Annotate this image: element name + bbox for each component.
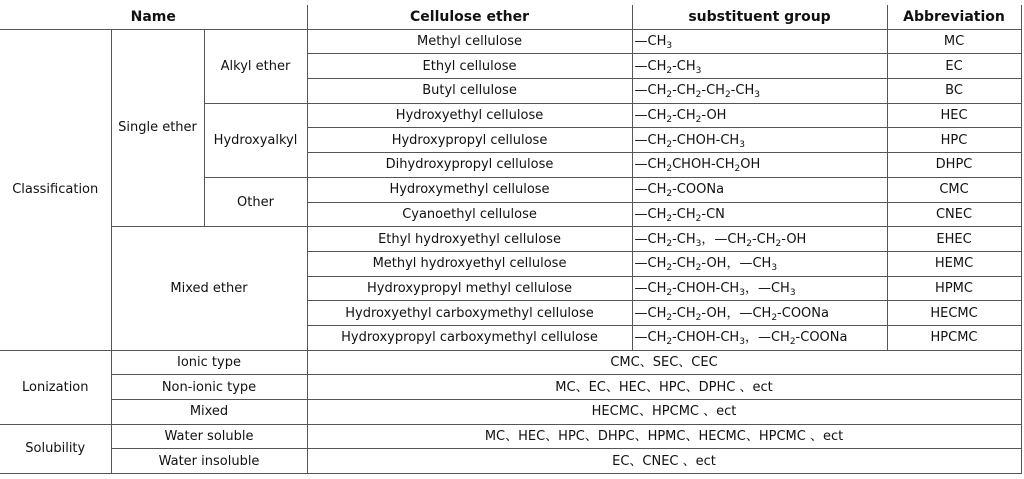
ionization-type-cell: Non-ionic type <box>111 375 307 400</box>
substituent-group-cell: $—CH_2CHOH-CH_2OH$ <box>632 153 887 178</box>
ionization-value-cell: MC、EC、HEC、HPC、DPHC 、ect <box>307 375 1021 400</box>
cellulose-ether-cell: Hydroxypropyl methyl cellulose <box>307 276 632 301</box>
ether-subgroup-label: Alkyl ether <box>204 29 307 103</box>
abbreviation-cell: CMC <box>887 177 1021 202</box>
substituent-group-cell: $—CH_2-CHOH-CH_3$，$—CH_2$-COONa <box>632 325 887 350</box>
header-cellulose-ether: Cellulose ether <box>307 5 632 29</box>
ether-subgroup-label: Other <box>204 177 307 226</box>
abbreviation-cell: HEMC <box>887 251 1021 276</box>
abbreviation-cell: HECMC <box>887 301 1021 326</box>
substituent-group-cell: $—CH_2-CH_2-CN$ <box>632 202 887 227</box>
cellulose-ether-cell: Dihydroxypropyl cellulose <box>307 153 632 178</box>
substituent-group-cell: $—CH_3$ <box>632 29 887 54</box>
abbreviation-cell: HPMC <box>887 276 1021 301</box>
abbreviation-cell: MC <box>887 29 1021 54</box>
cellulose-ether-cell: Methyl hydroxyethyl cellulose <box>307 251 632 276</box>
table-row <box>0 400 1021 425</box>
ionization-value-cell: HECMC、HPCMC 、ect <box>307 400 1021 425</box>
table-row <box>0 375 1021 400</box>
ionization-label: Lonization <box>0 350 111 424</box>
ionization-type-cell: Ionic type <box>111 350 307 375</box>
cellulose-ether-cell: Ethyl hydroxyethyl cellulose <box>307 227 632 252</box>
table-row <box>0 424 1021 449</box>
substituent-group-cell: $—CH_2-CHOH-CH_3$ <box>632 128 887 153</box>
abbreviation-cell: HPC <box>887 128 1021 153</box>
abbreviation-cell: BC <box>887 79 1021 104</box>
abbreviation-cell: EC <box>887 54 1021 79</box>
ionization-type-cell: Mixed <box>111 400 307 425</box>
cellulose-ether-cell: Hydroxymethyl cellulose <box>307 177 632 202</box>
solubility-type-cell: Water soluble <box>111 424 307 449</box>
solubility-type-cell: Water insoluble <box>111 449 307 474</box>
substituent-group-cell: $—CH_2-CHOH-CH_3$，$—CH_3$ <box>632 276 887 301</box>
classification-label: Classification <box>0 29 111 350</box>
substituent-group-cell: $—CH_2$-COONa <box>632 177 887 202</box>
table-row <box>0 227 1021 252</box>
cellulose-ether-cell: Ethyl cellulose <box>307 54 632 79</box>
single-ether-label: Single ether <box>111 29 204 227</box>
solubility-value-cell: EC、CNEC 、ect <box>307 449 1021 474</box>
ether-subgroup-label: Hydroxyalkyl <box>204 103 307 177</box>
table-body <box>0 5 1021 474</box>
cellulose-ether-cell: Hydroxypropyl carboxymethyl cellulose <box>307 325 632 350</box>
cellulose-ether-cell: Butyl cellulose <box>307 79 632 104</box>
substituent-group-cell: $—CH_2-CH_3$，$—CH_2-CH_2-OH$ <box>632 227 887 252</box>
header-name: Name <box>0 5 307 29</box>
abbreviation-cell: HPCMC <box>887 325 1021 350</box>
abbreviation-cell: EHEC <box>887 227 1021 252</box>
cellulose-ether-cell: Cyanoethyl cellulose <box>307 202 632 227</box>
header-substituent-group: substituent group <box>632 5 887 29</box>
abbreviation-cell: DHPC <box>887 153 1021 178</box>
table-row <box>0 29 1021 54</box>
cellulose-ether-table <box>0 5 1022 474</box>
substituent-group-cell: $—CH_2-CH_2-OH$，$—CH_3$ <box>632 251 887 276</box>
substituent-group-cell: $—CH_2-CH_2-CH_2-CH_3$ <box>632 79 887 104</box>
solubility-label: Solubility <box>0 424 111 473</box>
header-abbreviation: Abbreviation <box>887 5 1021 29</box>
cellulose-ether-cell: Hydroxypropyl cellulose <box>307 128 632 153</box>
substituent-group-cell: $—CH_2-CH_2-OH$，$—CH_2$-COONa <box>632 301 887 326</box>
cellulose-ether-cell: Hydroxyethyl cellulose <box>307 103 632 128</box>
header-row <box>0 5 1021 29</box>
abbreviation-cell: CNEC <box>887 202 1021 227</box>
solubility-value-cell: MC、HEC、HPC、DHPC、HPMC、HECMC、HPCMC 、ect <box>307 424 1021 449</box>
ionization-value-cell: CMC、SEC、CEC <box>307 350 1021 375</box>
cellulose-ether-cell: Hydroxyethyl carboxymethyl cellulose <box>307 301 632 326</box>
cellulose-ether-cell: Methyl cellulose <box>307 29 632 54</box>
table-row <box>0 449 1021 474</box>
table-row <box>0 350 1021 375</box>
abbreviation-cell: HEC <box>887 103 1021 128</box>
substituent-group-cell: $—CH_2-CH_2-OH$ <box>632 103 887 128</box>
mixed-ether-label: Mixed ether <box>111 227 307 350</box>
substituent-group-cell: $—CH_2-CH_3$ <box>632 54 887 79</box>
